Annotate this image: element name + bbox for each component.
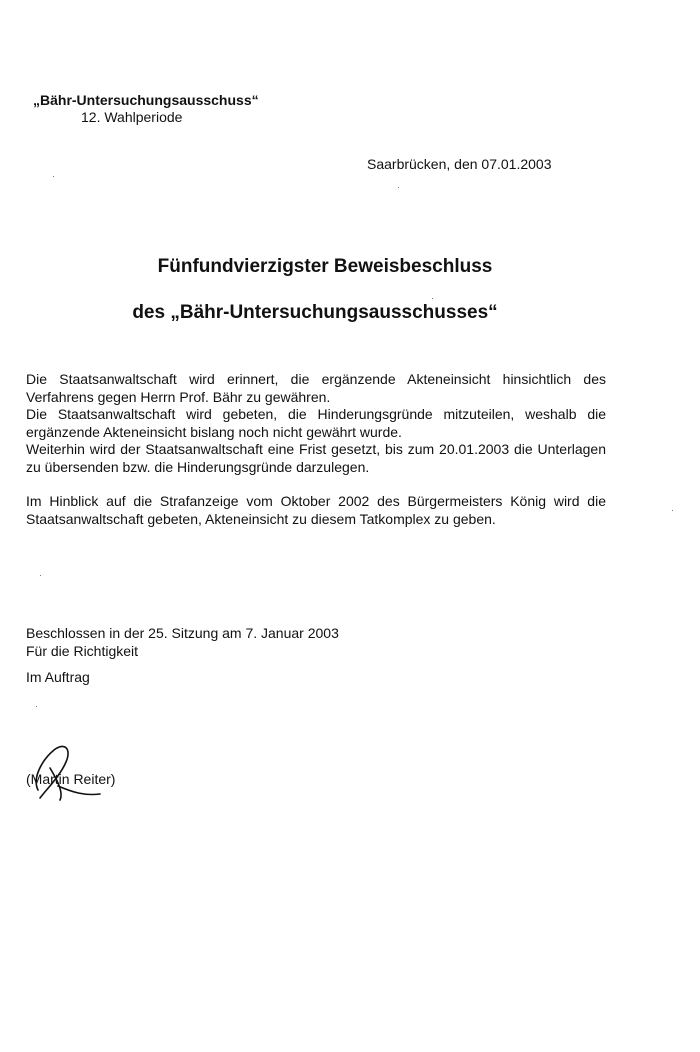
resolved-session: Beschlossen in der 25. Sitzung am 7. Januar 2003	[26, 625, 339, 641]
resolution-body	[26, 371, 606, 528]
signature-block	[20, 738, 130, 808]
place-date: Saarbrücken, den 07.01.2003	[367, 156, 552, 172]
paragraph-deadline: Weiterhin wird der Staatsanwaltschaft eine Frist gesetzt, bis zum 20.01.2003 die Unterlagen zu übersenden bzw. die Hinderungsgründe darzulegen.	[26, 441, 606, 475]
handwritten-signature	[20, 738, 130, 808]
committee-name: „Bähr-Untersuchungsausschuss“	[33, 92, 259, 108]
paragraph-request: Die Staatsanwaltschaft wird gebeten, die Hinderungsgründe mitzuteilen, weshalb die ergänzende Akteneinsicht bislang noch nicht gewährt wurde.	[26, 406, 606, 440]
legislative-period: 12. Wahlperiode	[81, 109, 183, 125]
signatory-name: (Martin Reiter)	[26, 771, 116, 787]
document-subtitle: des „Bähr-Untersuchungsausschusses“	[132, 302, 498, 323]
resolution-footer	[26, 625, 339, 687]
document-title: Fünfundvierzigster Beweisbeschluss	[157, 256, 493, 277]
correctness-note: Für die Richtigkeit	[26, 642, 139, 659]
paragraph-reminder: Die Staatsanwaltschaft wird erinnert, die ergänzende Akteneinsicht hinsichtlich des Verfahrens gegen Herrn Prof. Bähr zu gewähren.	[26, 371, 606, 405]
paragraph-complaint: Im Hinblick auf die Strafanzeige vom Oktober 2002 des Bürgermeisters König wird die Staatsanwaltschaft gebeten, Akteneinsicht zu diesem Tatkomplex zu geben.	[26, 493, 606, 527]
on-behalf-note: Im Auftrag	[26, 669, 90, 685]
